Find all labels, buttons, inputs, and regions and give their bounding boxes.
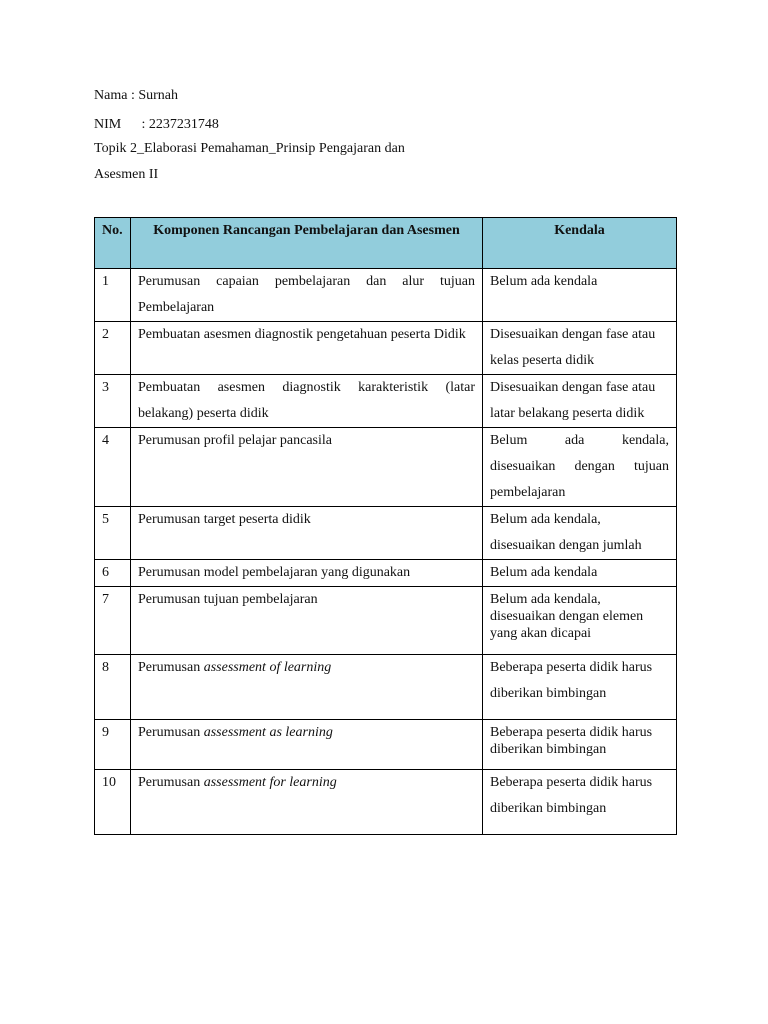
component-italic-term: assessment for learning <box>203 775 337 790</box>
row-component: Pembuatan asesmen diagnostik karakteristik (latar belakang) peserta didik <box>131 375 483 428</box>
component-prefix: Perumusan <box>138 775 201 790</box>
column-header-no: No. <box>95 218 131 269</box>
topic-line-2: Asesmen II <box>94 167 159 182</box>
table-row <box>95 560 677 587</box>
row-kendala: Belum ada kendala, disesuaikan dengan tujuan pembelajaran <box>483 428 677 507</box>
nim-value: : 2237231748 <box>141 117 219 132</box>
table-header-row <box>95 218 677 269</box>
row-kendala: Belum ada kendala, disesuaikan dengan jumlah <box>483 507 677 560</box>
component-italic-term: assessment as learning <box>203 725 333 740</box>
name-line <box>94 87 178 105</box>
table-row <box>95 269 677 322</box>
row-component <box>131 720 483 770</box>
nim-label: NIM <box>94 117 122 132</box>
topic-line-1: Topik 2_Elaborasi Pemahaman_Prinsip Pengajaran dan <box>94 141 405 156</box>
row-number: 3 <box>95 375 131 428</box>
column-header-kendala: Kendala <box>483 218 677 269</box>
nama-value: : Surnah <box>130 88 178 103</box>
table-row <box>95 587 677 655</box>
nim-line <box>94 116 219 134</box>
table-row <box>95 770 677 835</box>
row-number: 5 <box>95 507 131 560</box>
row-component: Perumusan target peserta didik <box>131 507 483 560</box>
column-header-component: Komponen Rancangan Pembelajaran dan Asesmen <box>131 218 483 269</box>
row-component <box>131 655 483 720</box>
table-row <box>95 720 677 770</box>
table-row <box>95 428 677 507</box>
row-component: Perumusan capaian pembelajaran dan alur tujuan Pembelajaran <box>131 269 483 322</box>
row-number: 9 <box>95 720 131 770</box>
row-component: Pembuatan asesmen diagnostik pengetahuan peserta Didik <box>131 322 483 375</box>
row-number: 8 <box>95 655 131 720</box>
nama-label: Nama <box>94 88 128 103</box>
row-number: 10 <box>95 770 131 835</box>
row-kendala: Disesuaikan dengan fase atau latar belakang peserta didik <box>483 375 677 428</box>
row-component: Perumusan model pembelajaran yang digunakan <box>131 560 483 587</box>
table-row <box>95 375 677 428</box>
row-number: 2 <box>95 322 131 375</box>
component-italic-term: assessment of learning <box>203 660 332 675</box>
row-kendala: Beberapa peserta didik harus diberikan bimbingan <box>483 720 677 770</box>
row-kendala: Belum ada kendala <box>483 269 677 322</box>
row-kendala: Disesuaikan dengan fase atau kelas peserta didik <box>483 322 677 375</box>
row-number: 7 <box>95 587 131 655</box>
row-component: Perumusan profil pelajar pancasila <box>131 428 483 507</box>
row-kendala: Beberapa peserta didik harus diberikan bimbingan <box>483 655 677 720</box>
row-kendala: Belum ada kendala <box>483 560 677 587</box>
row-number: 4 <box>95 428 131 507</box>
row-number: 1 <box>95 269 131 322</box>
rubric-table <box>94 217 677 835</box>
row-component <box>131 770 483 835</box>
row-kendala: Belum ada kendala, disesuaikan dengan elemen yang akan dicapai <box>483 587 677 655</box>
component-prefix: Perumusan <box>138 660 201 675</box>
component-prefix: Perumusan <box>138 725 201 740</box>
row-component: Perumusan tujuan pembelajaran <box>131 587 483 655</box>
row-number: 6 <box>95 560 131 587</box>
row-kendala: Beberapa peserta didik harus diberikan bimbingan <box>483 770 677 835</box>
table-row <box>95 655 677 720</box>
table-row <box>95 322 677 375</box>
table-row <box>95 507 677 560</box>
